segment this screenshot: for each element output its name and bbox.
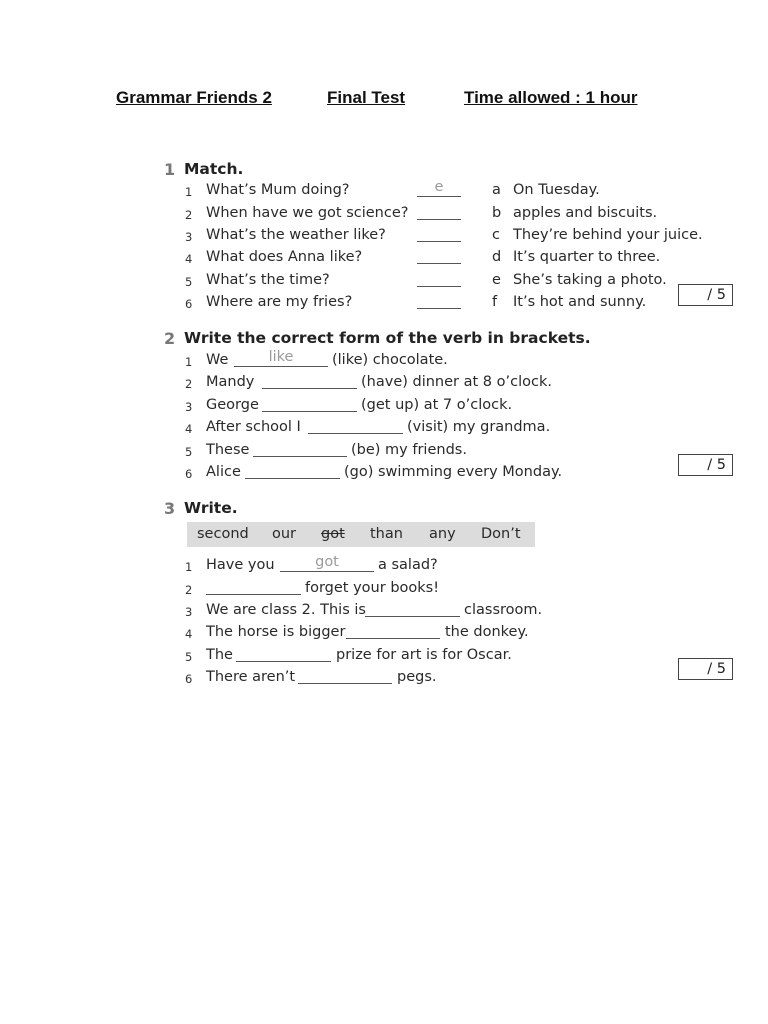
item-after: (be) my friends.	[351, 442, 467, 458]
item-before: There aren’t	[206, 669, 296, 685]
item-before: After school I	[206, 419, 301, 435]
option-letter: a	[492, 182, 501, 198]
item-number: 2	[185, 377, 193, 391]
item-after: the donkey.	[445, 624, 529, 640]
option-text: It’s hot and sunny.	[513, 294, 647, 310]
answer-line[interactable]	[206, 594, 301, 595]
section-2-title: Write the correct form of the verb in brackets.	[184, 329, 591, 347]
option-letter: c	[492, 227, 500, 243]
item-after: (visit) my grandma.	[407, 419, 551, 435]
section-3-score-box: / 5	[678, 658, 733, 680]
question-number: 4	[185, 252, 193, 266]
item-number: 1	[185, 355, 193, 369]
answer-line[interactable]	[253, 456, 347, 457]
answer-line[interactable]	[417, 263, 461, 264]
item-after: (like) chocolate.	[332, 352, 448, 368]
item-before: We are class 2. This is	[206, 602, 366, 618]
answer-line[interactable]	[417, 219, 461, 220]
item-number: 2	[185, 583, 193, 597]
item-after: forget your books!	[305, 580, 440, 596]
item-after: a salad?	[378, 557, 438, 573]
option-letter: b	[492, 205, 502, 221]
word-bank	[187, 522, 535, 547]
item-number: 5	[185, 650, 193, 664]
answer-line[interactable]	[308, 433, 403, 434]
item-before: These	[206, 442, 250, 458]
section-3-number: 3	[164, 499, 176, 518]
word-bank-item: any	[429, 526, 456, 542]
item-number: 5	[185, 445, 193, 459]
item-after: classroom.	[464, 602, 543, 618]
section-2-number: 2	[164, 329, 176, 348]
option-text: They’re behind your juice.	[513, 227, 703, 243]
answer-text: got	[315, 554, 339, 570]
item-number: 4	[185, 422, 193, 436]
question-text: What’s the time?	[206, 272, 330, 288]
answer-line[interactable]	[262, 388, 357, 389]
option-letter: d	[492, 249, 502, 265]
section-3-title: Write.	[184, 499, 238, 517]
word-bank-item: than	[370, 526, 403, 542]
answer-line[interactable]	[417, 241, 461, 242]
item-number: 4	[185, 627, 193, 641]
section-1-number: 1	[164, 160, 176, 179]
item-after: (get up) at 7 o’clock.	[361, 397, 513, 413]
question-text: When have we got science?	[206, 205, 409, 221]
option-text: It’s quarter to three.	[513, 249, 661, 265]
question-number: 3	[185, 230, 193, 244]
word-bank-item: Don’t	[481, 526, 521, 542]
option-letter: e	[492, 272, 501, 288]
answer-line[interactable]	[417, 308, 461, 309]
section-1-score-box: / 5	[678, 284, 733, 306]
item-before: Mandy	[206, 374, 255, 390]
item-before: George	[206, 397, 259, 413]
item-before: Alice	[206, 464, 241, 480]
item-before: The	[206, 647, 233, 663]
word-bank-item-used: got	[321, 526, 345, 542]
answer-line[interactable]	[365, 616, 460, 617]
answer-line[interactable]	[280, 571, 374, 572]
section-1-title: Match.	[184, 160, 244, 178]
question-number: 1	[185, 185, 193, 199]
item-number: 3	[185, 400, 193, 414]
answer-line[interactable]	[417, 286, 461, 287]
answer-text: e	[434, 179, 444, 195]
answer-line[interactable]	[417, 196, 461, 197]
item-number: 6	[185, 467, 193, 481]
option-text: She’s taking a photo.	[513, 272, 667, 288]
answer-text: like	[268, 349, 294, 365]
answer-line[interactable]	[262, 411, 357, 412]
item-after: pegs.	[397, 669, 437, 685]
item-number: 3	[185, 605, 193, 619]
item-before: We	[206, 352, 229, 368]
section-2-score-box: / 5	[678, 454, 733, 476]
item-after: (go) swimming every Monday.	[344, 464, 563, 480]
answer-line[interactable]	[234, 366, 328, 367]
option-text: On Tuesday.	[513, 182, 600, 198]
time-allowed: Time allowed : 1 hour	[464, 88, 638, 107]
question-text: What’s Mum doing?	[206, 182, 350, 198]
answer-line[interactable]	[346, 638, 440, 639]
word-bank-item: our	[272, 526, 297, 542]
item-number: 6	[185, 672, 193, 686]
question-number: 5	[185, 275, 193, 289]
word-bank-item: second	[197, 526, 249, 542]
question-number: 2	[185, 208, 193, 222]
answer-line[interactable]	[298, 683, 392, 684]
book-title: Grammar Friends 2	[116, 88, 272, 107]
item-after: (have) dinner at 8 o’clock.	[361, 374, 552, 390]
test-title: Final Test	[327, 88, 406, 107]
question-text: What does Anna like?	[206, 249, 363, 265]
question-text: What’s the weather like?	[206, 227, 386, 243]
item-after: prize for art is for Oscar.	[336, 647, 512, 663]
option-letter: f	[492, 294, 498, 310]
option-text: apples and biscuits.	[513, 205, 658, 221]
item-before: Have you	[206, 557, 275, 573]
answer-line[interactable]	[245, 478, 340, 479]
item-before: The horse is bigger	[206, 624, 346, 640]
answer-line[interactable]	[236, 661, 331, 662]
question-number: 6	[185, 297, 193, 311]
question-text: Where are my fries?	[206, 294, 353, 310]
item-number: 1	[185, 560, 193, 574]
